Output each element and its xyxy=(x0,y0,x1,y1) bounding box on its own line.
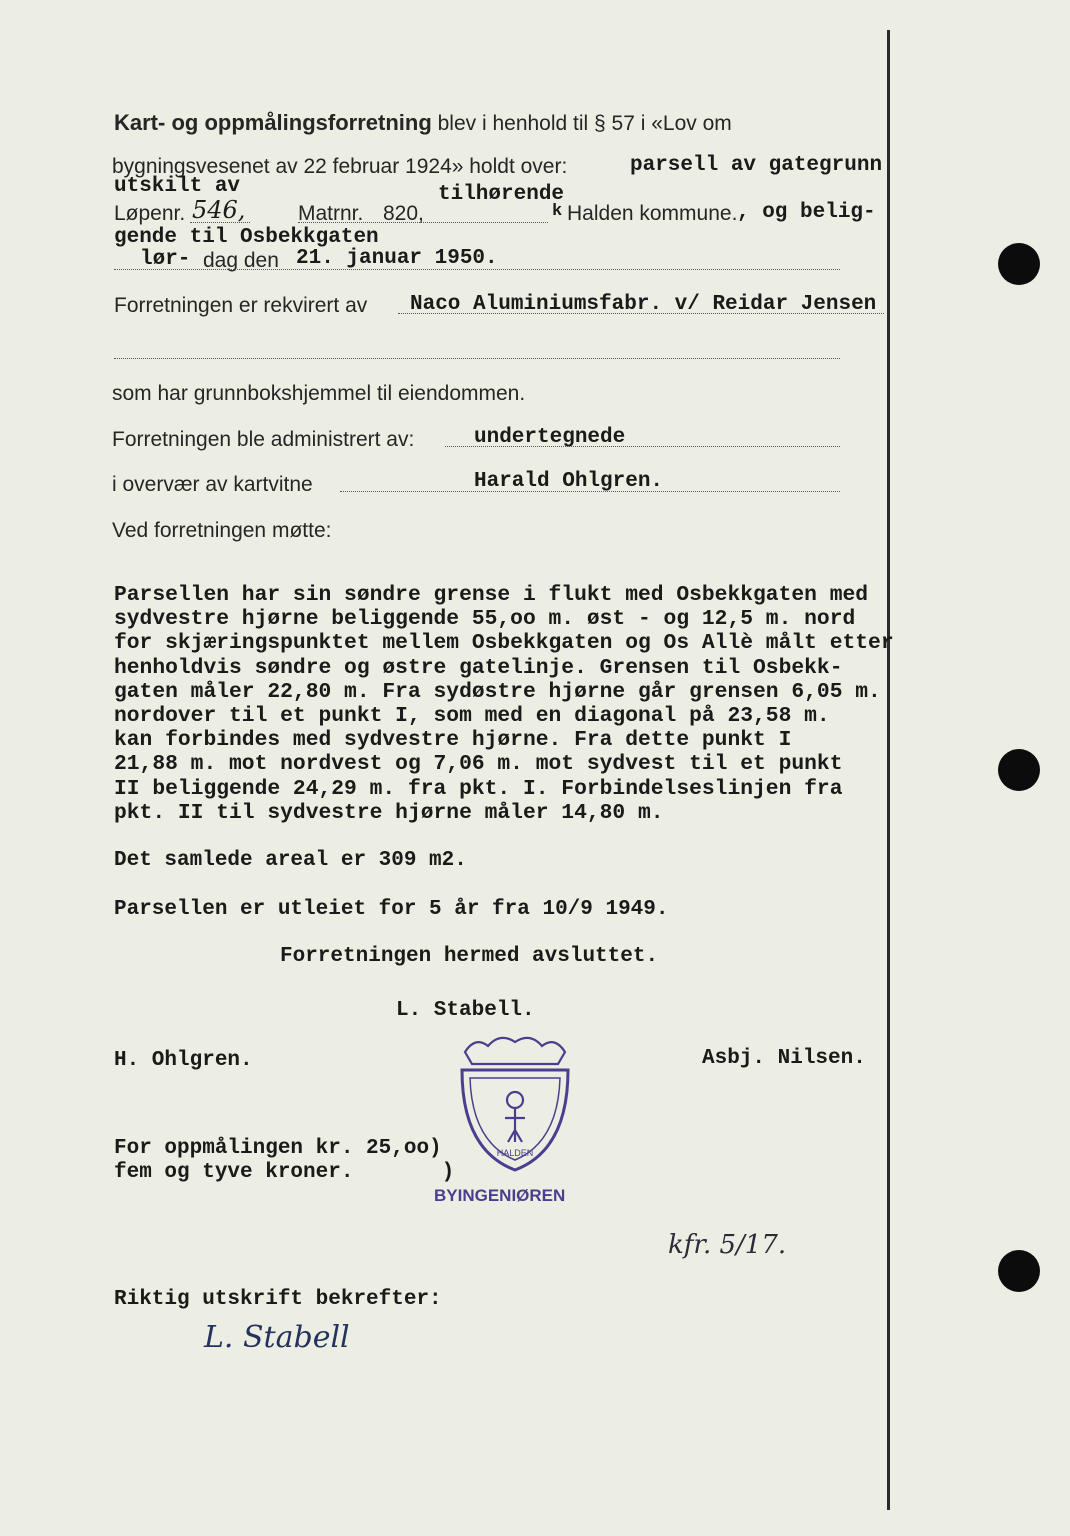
tilhorende-text: tilhørende xyxy=(438,183,565,206)
date-underline xyxy=(114,269,840,270)
description-line: gaten måler 22,80 m. Fra sydøstre hjørne går grensen 6,05 m. xyxy=(114,679,881,704)
description-line: II beliggende 24,29 m. fra pkt. I. Forbindelseslinjen fra xyxy=(114,776,843,801)
description-line: pkt. II til sydvestre hjørne måler 14,80 m. xyxy=(114,800,664,825)
fee-line-2: fem og tyve kroner. ) xyxy=(114,1161,455,1184)
seal-icon xyxy=(440,1030,590,1210)
grunnbok-text: som har grunnbokshjemmel til eiendommen. xyxy=(112,382,526,405)
avsluttet-text: Forretningen hermed avsluttet. xyxy=(280,945,659,968)
kommune-mark: k xyxy=(552,202,563,221)
title-rest: blev i henhold til § 57 i «Lov om xyxy=(437,112,732,135)
lopenr-underline xyxy=(190,222,250,223)
description-line: nordover til et punkt I, som med en diagonal på 23,58 m. xyxy=(114,704,830,729)
margin-note: kfr. 5/17. xyxy=(668,1230,787,1260)
kartvitne-label: i overvær av kartvitne xyxy=(112,473,313,496)
matrnr-underline xyxy=(298,222,548,223)
beliggende-text: , og belig- xyxy=(737,201,876,224)
description-line: 21,88 m. mot nordvest og 7,06 m. mot sydvest til et punkt xyxy=(114,752,843,777)
punch-hole xyxy=(998,243,1040,285)
blank-underline xyxy=(114,358,840,359)
matrnr-label: Matrnr. xyxy=(298,202,364,225)
date-label: dag den xyxy=(203,249,279,272)
areal-text: Det samlede areal er 309 m2. xyxy=(114,849,467,872)
handwritten-signature: L. Stabell xyxy=(204,1320,350,1355)
requisition-underline xyxy=(398,313,884,314)
header-line-1 xyxy=(114,110,732,136)
signer-left: H. Ohlgren. xyxy=(114,1049,253,1072)
fee-line-1: For oppmålingen kr. 25,oo) xyxy=(114,1137,442,1160)
lopenr-value: 546, xyxy=(192,196,246,224)
utleiet-text: Parsellen er utleiet for 5 år fra 10/9 1949. xyxy=(114,898,669,921)
punch-hole xyxy=(998,1250,1040,1292)
parcel-description-block xyxy=(114,583,894,825)
punch-hole xyxy=(998,749,1040,791)
date-value: 21. januar 1950. xyxy=(296,247,498,270)
signer-center: L. Stabell. xyxy=(396,999,535,1022)
lopenr-label: Løpenr. xyxy=(114,202,186,225)
official-seal xyxy=(440,1030,590,1210)
requisition-label: Forretningen er rekvirert av xyxy=(114,294,368,317)
administrert-underline xyxy=(445,446,840,447)
description-line: kan forbindes med sydvestre hjørne. Fra dette punkt I xyxy=(114,728,792,753)
address-text: gende til Osbekkgaten xyxy=(114,226,379,249)
administrert-value: undertegnede xyxy=(474,426,626,449)
weekday: lør- xyxy=(140,248,191,271)
utskilt-text: utskilt av xyxy=(114,175,241,198)
certification-text: Riktig utskrift bekrefter: xyxy=(114,1288,442,1311)
kommune-name: Halden kommune. xyxy=(567,202,738,225)
kartvitne-underline xyxy=(340,491,840,492)
description-line: sydvestre hjørne beliggende 55,oo m. øst - og 12,5 m. nord xyxy=(114,607,856,632)
matrnr-value: 820, xyxy=(383,202,424,225)
stamp-label: BYINGENIØREN xyxy=(434,1186,566,1205)
requisition-value: Naco Aluminiumsfabr. v/ Reidar Jensen xyxy=(410,293,877,316)
parcel-description: parsell av gategrunn xyxy=(630,154,883,177)
description-line: for skjæringspunktet mellem Osbekkgaten og Os Allè målt etter xyxy=(114,631,894,656)
motte-text: Ved forretningen møtte: xyxy=(112,519,332,542)
administrert-label: Forretningen ble administrert av: xyxy=(112,428,415,451)
signer-right: Asbj. Nilsen. xyxy=(702,1047,866,1070)
kartvitne-value: Harald Ohlgren. xyxy=(474,470,664,493)
seal-text: HALDEN xyxy=(496,1148,534,1158)
description-line: henholdvis søndre og østre gatelinje. Grensen til Osbekk- xyxy=(114,655,843,680)
description-line: Parsellen har sin søndre grense i flukt med Osbekkgaten med xyxy=(114,583,869,607)
statute-text: bygningsvesenet av 22 februar 1924» holdt over: xyxy=(112,155,568,178)
document-title: Kart- og oppmålingsforretning xyxy=(114,110,432,135)
